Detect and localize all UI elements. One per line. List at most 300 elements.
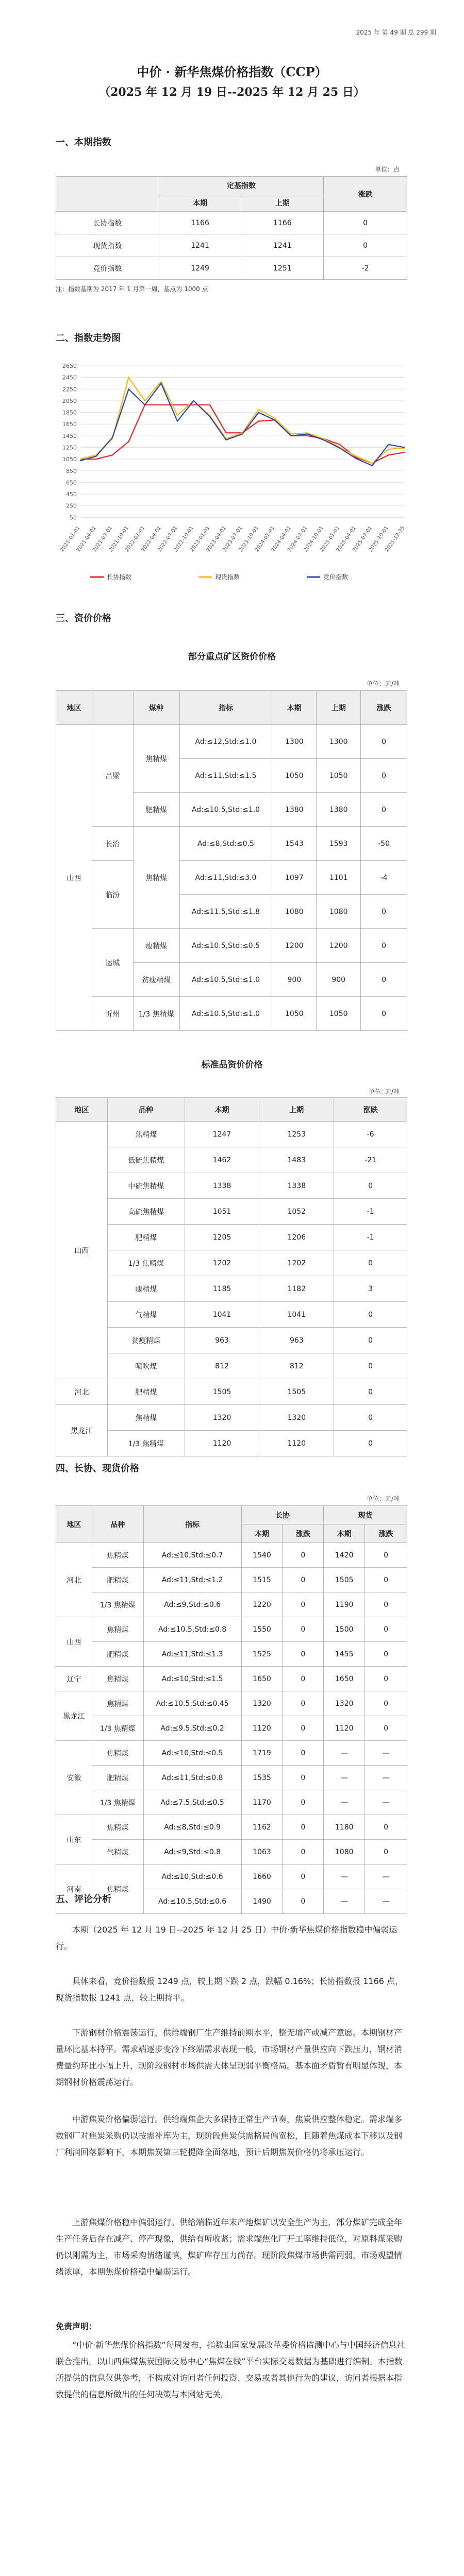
- table-row: [56, 827, 407, 861]
- std-change: -1: [334, 1199, 407, 1225]
- mine-cur: 1050: [272, 997, 317, 1031]
- ls-header-spot-cur: 本期: [324, 1524, 365, 1543]
- index-cur: 1241: [159, 234, 241, 257]
- ls-coal: 气精煤: [92, 1840, 143, 1865]
- ls-spot-chg: 0: [365, 1543, 407, 1568]
- std-prev: 1182: [259, 1276, 334, 1302]
- ls-long-chg: 0: [283, 1543, 324, 1568]
- ls-spot-chg: 0: [365, 1691, 407, 1716]
- table-row: [56, 1667, 407, 1691]
- ls-region: 山东: [56, 1815, 92, 1865]
- x-tick-label: 2022-10-01: [173, 525, 195, 553]
- ls-spec: Ad:≤7.5,Std:≤0.5: [143, 1790, 241, 1815]
- mine-change: 0: [361, 997, 407, 1031]
- y-tick-label: 1250: [62, 444, 77, 451]
- std-change: 3: [334, 1276, 407, 1302]
- section-4-unit: 单位：元/吨: [366, 1495, 400, 1502]
- index-name: 长协指数: [56, 212, 159, 234]
- std-prev: 1041: [259, 1302, 334, 1328]
- std-coal: 气精煤: [107, 1302, 185, 1328]
- mine-change: 0: [361, 725, 407, 759]
- std-coal: 喷吹煤: [107, 1353, 185, 1379]
- table-row: [56, 725, 407, 759]
- mine-cur: 1543: [272, 827, 317, 861]
- ls-header-region: 地区: [56, 1506, 92, 1543]
- index-prev: 1241: [241, 234, 324, 257]
- commentary-paragraph: 中游焦炭价格偏弱运行。供给端焦企大多保持正常生产节奏，焦炭供应整体稳定。需求端多数钢厂对焦炭采购仍以按需补库为主，现阶段焦炭供需格局偏宽松，且随着焦煤成本下移以及钢厂利润回落影响下，本期焦炭第三轮提降全面落地，预计后期焦炭价格仍将承压运行。: [56, 2114, 403, 2157]
- ls-region: 河南: [56, 1865, 92, 1914]
- mine-cur: 1200: [272, 929, 317, 963]
- std-header-change: 涨跌: [334, 1098, 407, 1122]
- y-tick-label: 2050: [62, 397, 77, 404]
- std-region: 河北: [56, 1379, 108, 1405]
- mine-prev: 900: [317, 963, 361, 997]
- std-cur: 963: [185, 1328, 259, 1353]
- table-row: [56, 1225, 407, 1250]
- ls-spot-cur: —: [324, 1766, 365, 1790]
- std-header-prev: 上期: [259, 1098, 334, 1122]
- std-change: 0: [334, 1431, 407, 1456]
- mine-coal: 1/3 焦精煤: [133, 997, 179, 1031]
- ls-coal: 焦精煤: [92, 1617, 143, 1642]
- mine-header-prev: 上期: [317, 691, 361, 725]
- mine-spec: Ad:≤10.5,Std:≤0.5: [179, 929, 272, 963]
- x-tick-label: 2024-01-01: [254, 525, 276, 553]
- std-prev: 963: [259, 1328, 334, 1353]
- ls-long-chg: 0: [283, 1592, 324, 1617]
- table-row: [56, 1840, 407, 1865]
- ls-long-chg: 0: [283, 1815, 324, 1840]
- x-tick-label: 2021-10-01: [108, 525, 130, 553]
- std-prev: 812: [259, 1353, 334, 1379]
- ls-long-cur: 1320: [241, 1691, 283, 1716]
- ls-coal: 焦精煤: [92, 1667, 143, 1691]
- std-coal: 中硫焦精煤: [107, 1173, 185, 1199]
- ls-long-chg: 0: [283, 1840, 324, 1865]
- mine-change: -4: [361, 861, 407, 895]
- x-tick-label: 2023-01-01: [189, 525, 211, 553]
- legend-label: 竞价指数: [323, 573, 349, 581]
- index-header-blank: [56, 177, 159, 212]
- mine-header-coal: 煤种: [133, 691, 179, 725]
- std-price-table: [56, 1097, 407, 1456]
- y-tick-label: 450: [66, 491, 77, 498]
- commentary-paragraph: 本期（2025 年 12 月 19 日--2025 年 12 月 25 日）中价·新华焦煤价格指数稳中偏弱运行。: [56, 1925, 397, 1951]
- ls-region: 山西: [56, 1617, 92, 1667]
- mine-spec: Ad:≤11,Std:≤3.0: [179, 861, 272, 895]
- x-tick-label: 2021-01-01: [59, 525, 81, 553]
- ls-coal: 1/3 焦精煤: [92, 1592, 143, 1617]
- ls-long-cur: 1220: [241, 1592, 283, 1617]
- table-row: [56, 929, 407, 963]
- section-2-heading: 二、指数走势图: [56, 333, 121, 344]
- ls-spot-chg: 0: [365, 1592, 407, 1617]
- section-1-unit: 单位：点: [374, 166, 400, 173]
- ls-spot-chg: 0: [365, 1815, 407, 1840]
- mine-coal: 焦精煤: [133, 725, 179, 793]
- ls-spec: Ad:≤9,Std:≤0.6: [143, 1592, 241, 1617]
- section-1-heading: 一、本期指数: [56, 137, 111, 148]
- std-coal: 焦精煤: [107, 1122, 185, 1147]
- table-row: [56, 257, 407, 280]
- ls-spot-chg: —: [365, 1865, 407, 1889]
- std-coal: 高硫焦精煤: [107, 1199, 185, 1225]
- table-row: [56, 1328, 407, 1353]
- ls-long-cur: 1540: [241, 1543, 283, 1568]
- ls-spot-cur: 1180: [324, 1815, 365, 1840]
- mine-cur: 1300: [272, 725, 317, 759]
- std-cur: 1051: [185, 1199, 259, 1225]
- report-subtitle: （2025 年 12 月 19 日--2025 年 12 月 25 日）: [99, 86, 365, 99]
- mine-change: 0: [361, 895, 407, 929]
- table-row: [56, 1405, 407, 1431]
- issue-line: 2025 年 第 49 期 总 299 期: [356, 29, 436, 36]
- ls-header-long-cur: 本期: [241, 1524, 283, 1543]
- std-change: 0: [334, 1302, 407, 1328]
- x-tick-label: 2024-07-01: [287, 525, 309, 553]
- y-tick-label: 850: [66, 467, 77, 474]
- mine-city: 吕梁: [92, 725, 133, 827]
- ls-long-cur: 1719: [241, 1741, 283, 1766]
- ls-long-chg: 0: [283, 1716, 324, 1741]
- y-tick-label: 2450: [62, 374, 77, 381]
- std-region: 山西: [56, 1122, 108, 1379]
- ls-header-long: 长协: [241, 1506, 324, 1524]
- commentary-paragraph: 上游焦煤价格稳中偏弱运行。供给端临近年末产地煤矿以安全生产为主，部分煤矿完成全年生产任务后存在减产、停产现象，供给有所收紧；需求端焦化厂开工率维持低位，对原料煤采购仍以刚需为主，市场采购情绪谨慎，煤矿库存压力尚存。现阶段焦煤市场供需两弱，市场观望情绪浓厚，本期焦煤价格稳中偏弱运行。: [56, 2217, 403, 2277]
- std-cur: 1205: [185, 1225, 259, 1250]
- ls-coal: 焦精煤: [92, 1815, 143, 1840]
- std-header-coal: 品种: [107, 1098, 185, 1122]
- ls-spec: Ad:≤10,Std:≤0.5: [143, 1741, 241, 1766]
- index-prev: 1166: [241, 212, 324, 234]
- ls-long-chg: 0: [283, 1790, 324, 1815]
- index-name: 竞价指数: [56, 257, 159, 280]
- ls-spot-cur: 1505: [324, 1568, 365, 1592]
- index-change: 0: [324, 234, 407, 257]
- section-3-heading: 三、资价价格: [56, 613, 111, 624]
- std-cur: 1338: [185, 1173, 259, 1199]
- std-change: -6: [334, 1122, 407, 1147]
- mine-price-title: 部分重点矿区资价价格: [188, 652, 276, 662]
- std-change: 0: [334, 1379, 407, 1405]
- ls-header-spec: 指标: [143, 1506, 241, 1543]
- ls-spot-chg: —: [365, 1889, 407, 1914]
- x-tick-label: 2025-04-01: [335, 525, 357, 553]
- ls-header-long-chg: 涨跌: [283, 1524, 324, 1543]
- ls-spec: Ad:≤9,Std:≤0.8: [143, 1840, 241, 1865]
- std-prev: 1505: [259, 1379, 334, 1405]
- ls-spot-cur: —: [324, 1865, 365, 1889]
- ls-spot-cur: 1080: [324, 1840, 365, 1865]
- mine-cur: 1080: [272, 895, 317, 929]
- mine-coal: 瘦精煤: [133, 929, 179, 963]
- table-row: [56, 1276, 407, 1302]
- ls-region: 安徽: [56, 1741, 92, 1815]
- std-change: 0: [334, 1405, 407, 1431]
- ls-spec: Ad:≤10.5,Std:≤0.6: [143, 1889, 241, 1914]
- table-row: [56, 1592, 407, 1617]
- index-change: 0: [324, 212, 407, 234]
- y-tick-label: 50: [70, 514, 77, 521]
- disclaimer-title: 免责声明：: [56, 2321, 97, 2331]
- std-coal: 1/3 焦精煤: [107, 1250, 185, 1276]
- index-header-prev: 上期: [241, 194, 324, 212]
- std-prev: 1253: [259, 1122, 334, 1147]
- ls-region: 黑龙江: [56, 1691, 92, 1741]
- ls-spec: Ad:≤9.5,Std:≤0.2: [143, 1716, 241, 1741]
- std-coal: 1/3 焦精煤: [107, 1431, 185, 1456]
- mine-change: 0: [361, 929, 407, 963]
- section-4-heading: 四、长协、现货价格: [56, 1463, 139, 1474]
- table-row: [56, 1431, 407, 1456]
- mine-prev: 1380: [317, 793, 361, 827]
- mine-coal: 肥精煤: [133, 793, 179, 827]
- std-cur: 1202: [185, 1250, 259, 1276]
- mine-coal: 贫瘦精煤: [133, 963, 179, 997]
- ls-spot-cur: —: [324, 1790, 365, 1815]
- std-change: 0: [334, 1328, 407, 1353]
- x-tick-label: 2022-01-01: [124, 525, 146, 553]
- mine-change: 0: [361, 963, 407, 997]
- std-prev: 1120: [259, 1431, 334, 1456]
- std-region: 黑龙江: [56, 1405, 108, 1456]
- ls-spot-chg: 0: [365, 1667, 407, 1691]
- table-row: [56, 1865, 407, 1889]
- mine-prev: 1050: [317, 759, 361, 793]
- y-tick-label: 2250: [62, 386, 77, 393]
- ls-long-chg: 0: [283, 1865, 324, 1889]
- table-row: [56, 1379, 407, 1405]
- ls-long-chg: 0: [283, 1642, 324, 1667]
- ls-spot-cur: —: [324, 1741, 365, 1766]
- ls-region: 河北: [56, 1543, 92, 1617]
- index-cur: 1249: [159, 257, 241, 280]
- std-price-title: 标准品资价价格: [201, 1060, 263, 1070]
- index-note: 注：指数基期为 2017 年 1 月第一周，基点为 1000 点: [56, 285, 208, 293]
- ls-coal: 肥精煤: [92, 1766, 143, 1790]
- ls-spot-chg: 0: [365, 1716, 407, 1741]
- ls-spec: Ad:≤11,Std:≤1.3: [143, 1642, 241, 1667]
- ls-long-cur: 1515: [241, 1568, 283, 1592]
- std-change: -1: [334, 1225, 407, 1250]
- table-row: [56, 861, 407, 895]
- section-5-heading: 五、评论分析: [56, 1894, 111, 1905]
- x-tick-label: 2022-04-01: [140, 525, 162, 553]
- ls-spot-chg: —: [365, 1741, 407, 1766]
- ls-region: 辽宁: [56, 1667, 92, 1691]
- std-prev: 1206: [259, 1225, 334, 1250]
- ls-coal: 焦精煤: [92, 1543, 143, 1568]
- index-trend-chart: [49, 355, 420, 592]
- ls-long-cur: 1525: [241, 1642, 283, 1667]
- ls-spec: Ad:≤10.5,Std:≤0.8: [143, 1617, 241, 1642]
- ls-long-cur: 1650: [241, 1667, 283, 1691]
- ls-long-cur: 1660: [241, 1865, 283, 1889]
- ls-long-chg: 0: [283, 1889, 324, 1914]
- mine-header-city: [92, 691, 133, 725]
- x-tick-label: 2022-07-01: [157, 525, 179, 553]
- std-change: 0: [334, 1250, 407, 1276]
- ls-spot-cur: 1120: [324, 1716, 365, 1741]
- std-prev: 1202: [259, 1250, 334, 1276]
- mine-price-unit: 单位：元/吨: [366, 680, 400, 687]
- legend-label: 长协指数: [107, 573, 132, 581]
- table-row: [56, 1173, 407, 1199]
- ls-coal: 焦精煤: [92, 1865, 143, 1914]
- mine-header-spec: 指标: [179, 691, 272, 725]
- mine-cur: 900: [272, 963, 317, 997]
- y-tick-label: 1450: [62, 432, 77, 439]
- mine-city: 运城: [92, 929, 133, 997]
- index-change: -2: [324, 257, 407, 280]
- std-coal: 肥精煤: [107, 1225, 185, 1250]
- mine-spec: Ad:≤12,Std:≤1.0: [179, 725, 272, 759]
- x-tick-label: 2025-07-01: [352, 525, 374, 553]
- x-tick-label: 2021-07-01: [92, 525, 114, 553]
- mine-prev: 1200: [317, 929, 361, 963]
- table-row: [56, 1199, 407, 1225]
- ls-coal: 肥精煤: [92, 1568, 143, 1592]
- x-tick-label: 2023-04-01: [205, 525, 227, 553]
- mine-prev: 1101: [317, 861, 361, 895]
- std-change: -21: [334, 1147, 407, 1173]
- table-row: [56, 1250, 407, 1276]
- std-prev: 1338: [259, 1173, 334, 1199]
- std-coal: 瘦精煤: [107, 1276, 185, 1302]
- ls-header-spot: 现货: [324, 1506, 407, 1524]
- index-name: 现货指数: [56, 234, 159, 257]
- index-header-change: 涨跌: [324, 177, 407, 212]
- std-cur: 1185: [185, 1276, 259, 1302]
- legend-label: 现货指数: [215, 573, 240, 581]
- ls-spot-cur: 1500: [324, 1617, 365, 1642]
- mine-city: 忻州: [92, 997, 133, 1031]
- mine-change: 0: [361, 793, 407, 827]
- ls-long-chg: 0: [283, 1691, 324, 1716]
- ls-long-cur: 1063: [241, 1840, 283, 1865]
- table-row: [56, 1741, 407, 1766]
- std-coal: 焦精煤: [107, 1405, 185, 1431]
- std-change: 0: [334, 1353, 407, 1379]
- mine-header-cur: 本期: [272, 691, 317, 725]
- ls-long-cur: 1120: [241, 1716, 283, 1741]
- mine-city: 临汾: [92, 861, 133, 929]
- y-tick-label: 2650: [62, 363, 77, 369]
- ls-spec: Ad:≤11,Std:≤0.8: [143, 1766, 241, 1790]
- x-tick-label: 2023-10-01: [238, 525, 260, 553]
- mine-coal: 焦精煤: [133, 827, 179, 929]
- table-row: [56, 1815, 407, 1840]
- index-header-cur: 本期: [159, 194, 241, 212]
- ls-spot-cur: 1650: [324, 1667, 365, 1691]
- ls-spec: Ad:≤10,Std:≤1.5: [143, 1667, 241, 1691]
- ls-coal: 1/3 焦精煤: [92, 1716, 143, 1741]
- ls-header-spot-chg: 涨跌: [365, 1524, 407, 1543]
- x-tick-label: 2025-12-25: [384, 525, 406, 553]
- series-line: [80, 383, 405, 466]
- mine-spec: Ad:≤8,Std:≤0.5: [179, 827, 272, 861]
- x-tick-label: 2023-07-01: [222, 525, 244, 553]
- mine-prev: 1050: [317, 997, 361, 1031]
- mine-prev: 1300: [317, 725, 361, 759]
- mine-change: 0: [361, 759, 407, 793]
- std-prev: 1320: [259, 1405, 334, 1431]
- table-row: [56, 1543, 407, 1568]
- ls-long-cur: 1550: [241, 1617, 283, 1642]
- disclaimer-text: “中价·新华焦煤价格指数”每周发布，指数由国家发展改革委价格监测中心与中国经济信息社联合推出，以山西焦煤焦炭国际交易中心“焦煤在线”平台实际交易数据为基础进行编制。本指数所提供的信息仅供参考，不构成对访问者任何投资、交易或者其他行为的建议，访问者根据本指数提供的信息所做出的任何决策与本网站无关。: [56, 2340, 405, 2399]
- ls-spot-cur: 1320: [324, 1691, 365, 1716]
- table-row: [56, 997, 407, 1031]
- ls-long-cur: 1535: [241, 1766, 283, 1790]
- std-cur: 812: [185, 1353, 259, 1379]
- ls-coal: 焦精煤: [92, 1691, 143, 1716]
- mine-province: 山西: [56, 725, 92, 1031]
- ls-spot-chg: 0: [365, 1642, 407, 1667]
- index-header-group: 定基指数: [159, 177, 324, 194]
- table-row: [56, 1790, 407, 1815]
- x-tick-label: 2025-10-01: [368, 525, 390, 553]
- index-prev: 1251: [241, 257, 324, 280]
- long-spot-table: [56, 1505, 407, 1914]
- commentary-paragraph: 具体来看，竞价指数报 1249 点，较上期下跌 2 点，跌幅 0.16%；长协指数报 1166 点，现货指数报 1241 点，较上期持平。: [56, 1976, 404, 2003]
- y-tick-label: 1850: [62, 409, 77, 416]
- mine-prev: 1080: [317, 895, 361, 929]
- ls-spot-chg: 0: [365, 1617, 407, 1642]
- mine-spec: Ad:≤10.5,Std:≤1.0: [179, 963, 272, 997]
- x-tick-label: 2021-04-01: [75, 525, 97, 553]
- ls-spec: Ad:≤11,Std:≤1.2: [143, 1568, 241, 1592]
- ls-long-chg: 0: [283, 1617, 324, 1642]
- ls-spot-chg: —: [365, 1790, 407, 1815]
- std-cur: 1505: [185, 1379, 259, 1405]
- report-title: 中价 · 新华焦煤价格指数（CCP）: [137, 64, 327, 79]
- y-tick-label: 1050: [62, 456, 77, 463]
- table-row: [56, 1147, 407, 1173]
- std-cur: 1120: [185, 1431, 259, 1456]
- ls-long-chg: 0: [283, 1667, 324, 1691]
- y-tick-label: 650: [66, 479, 77, 486]
- ls-long-chg: 0: [283, 1766, 324, 1790]
- x-tick-label: 2025-01-01: [319, 525, 341, 553]
- mine-spec: Ad:≤11,Std:≤1.5: [179, 759, 272, 793]
- ls-spot-chg: —: [365, 1766, 407, 1790]
- mine-price-table: [56, 690, 407, 1031]
- ls-spot-chg: 0: [365, 1568, 407, 1592]
- mine-prev: 1593: [317, 827, 361, 861]
- ls-coal: 焦精煤: [92, 1741, 143, 1766]
- table-row: [56, 234, 407, 257]
- mine-spec: Ad:≤10.5,Std:≤1.0: [179, 997, 272, 1031]
- y-tick-label: 1650: [62, 421, 77, 428]
- ls-long-cur: 1170: [241, 1790, 283, 1815]
- std-coal: 贫瘦精煤: [107, 1328, 185, 1353]
- ls-coal: 肥精煤: [92, 1642, 143, 1667]
- mine-city: 长治: [92, 827, 133, 861]
- ls-spot-cur: 1420: [324, 1543, 365, 1568]
- mine-spec: Ad:≤10.5,Std:≤1.0: [179, 793, 272, 827]
- std-cur: 1320: [185, 1405, 259, 1431]
- ls-spec: Ad:≤10,Std:≤0.7: [143, 1543, 241, 1568]
- table-row: [56, 1617, 407, 1642]
- table-row: [56, 1122, 407, 1147]
- ls-long-cur: 1162: [241, 1815, 283, 1840]
- std-price-unit: 单位: 元/吨: [369, 1088, 400, 1095]
- std-coal: 肥精煤: [107, 1379, 185, 1405]
- table-row: [56, 1716, 407, 1741]
- ls-header-coal: 品种: [92, 1506, 143, 1543]
- y-tick-label: 250: [66, 502, 77, 510]
- table-row: [56, 212, 407, 234]
